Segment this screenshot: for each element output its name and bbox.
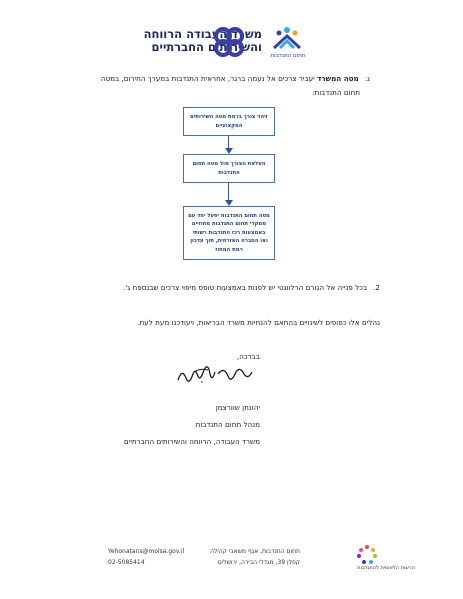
national-volunteering-council-logo-icon: [356, 544, 378, 566]
flowchart-box-2: העלאת הצורך מול מטה תחום התנדבות: [183, 154, 275, 183]
flowchart-box-1: זיהוי צורך ברמת מטה השירותים המקצועיים: [183, 107, 275, 136]
signatory-title: מנהל תחום התנדבות: [195, 420, 260, 429]
section-g-line1: [80, 72, 370, 86]
volunteering-unit-logo-icon: [270, 26, 304, 52]
ministry-emblem-icon: [212, 26, 246, 58]
section-g-line2: תחום התנדבות:: [312, 88, 360, 97]
ministry-name-line2: והשירותים החברתיים: [151, 40, 262, 54]
footer-email[interactable]: Yehonatans@molsa.gov.il: [108, 548, 185, 555]
section-g-marker: ג.: [364, 74, 370, 83]
signatory-name: יהונתן שוורצמן: [215, 403, 260, 412]
ministry-name-line1: משרד העבודה הרווחה: [143, 27, 262, 41]
flowchart-box-3: מטה תחום התנדבות יפעל יחד עם ממקדי תחום התנדבות מחוזיים באמצעות רכז התנדבות רשותי ואו החברה האזרחית, תוך עדכון רמת המחוז: [183, 206, 275, 260]
item-2-text: בכל פנייה אל הגורם הרלוונטי יש לפנות באמצעות טופס מיפוי צרכים שבנספח ג'.: [123, 283, 368, 292]
flowchart-arrow-2: [228, 183, 229, 201]
item-2-number: 2.: [373, 283, 380, 292]
volunteering-unit-label: תחום התנדבות: [270, 53, 306, 59]
footer-line1: תחום התנדבות, אגף משאבי קהילה: [210, 548, 300, 555]
footer-contact-ltr: [108, 548, 208, 566]
footer-line2: קפלן 39, מגדלי הבירה, ירושלים: [217, 559, 300, 566]
greeting: בברכה,: [236, 352, 260, 361]
footer-phone: 02-5085414: [108, 559, 145, 566]
item-2-paragraph: [60, 281, 380, 295]
section-g-text: יעביר צרכים אל נעמה ברגר, אחראית התנדבות במערך החירום, במטה: [100, 74, 318, 83]
signatory-org: משרד העבודה, הרווחה והשירותים החברתיים: [123, 437, 260, 446]
procedure-note: נהלים אלו כפופים לשינויים בהתאם להנחיות משרד הבריאות, ויעודכנו מעת לעת.: [137, 318, 380, 327]
handwritten-signature: [172, 362, 262, 390]
national-council-label: הרשות הלאומית להתנדבות: [357, 565, 415, 571]
section-g-bold: מטה המשרד: [317, 74, 359, 83]
